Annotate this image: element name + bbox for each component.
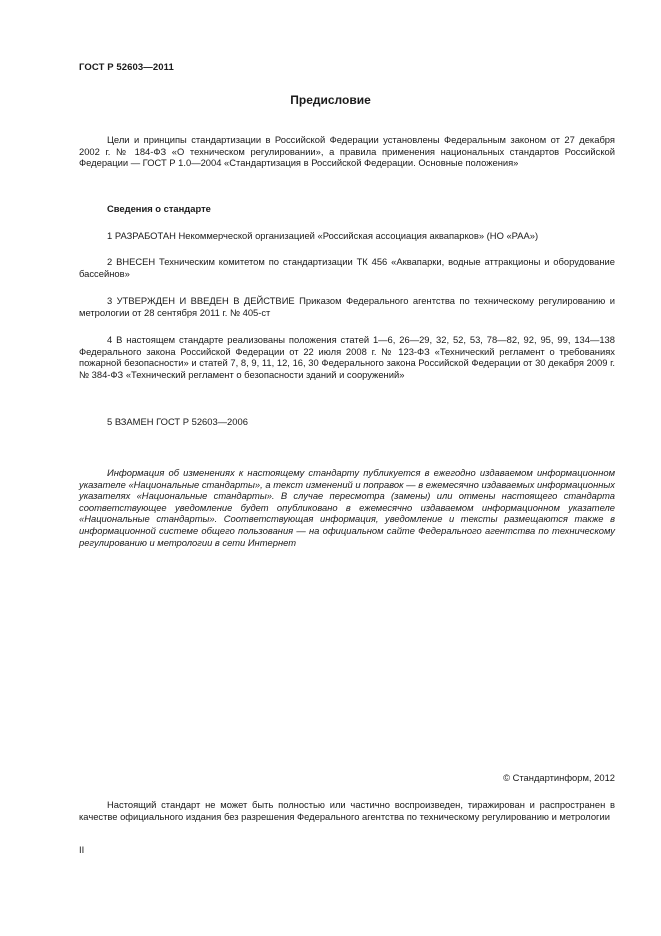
item-text: 3 УТВЕРЖДЕН И ВВЕДЕН В ДЕЙСТВИЕ Приказом Федерального агентства по техническому регулированию и метрологии от 28 сентября 2011 г. № 405-ст [79,295,615,318]
copyright: © Стандартинформ, 2012 [503,772,615,783]
standard-code: ГОСТ Р 52603—2011 [79,62,174,73]
item-text: 1 РАЗРАБОТАН Некоммерческой организацией «Российская ассоциация аквапарков» (НО «РАА») [107,230,539,241]
page-number: II [79,844,85,855]
amendments-text: Информация об изменениях к настоящему стандарту публикуется в ежегодно издаваемом информационном указателе «Национальные стандарты», а текст изменений и поправок — в ежемесячно издаваемых информационных указателях «Национальные стандарты». В случае пересмотра (замены) или отмены настоящего стандарта соответствующее уведомление будет опубликовано в ежемесячно издаваемом информационном указателе «Национальные стандарты». Соответствующая информация, уведомление и тексты размещаются также в информационной системе общего пользования — на официальном сайте Федерального агентства по техническому регулированию и метрологии в сети Интернет [79,467,615,548]
reproduction-notice [79,799,615,822]
page-title: Предисловие [290,93,371,107]
standard-info-item-3 [79,295,615,318]
reproduction-text: Настоящий стандарт не может быть полностью или частично воспроизведен, тиражирован и распространен в качестве официального издания без разрешения Федерального агентства по техническому регулированию и метрологии [79,799,615,822]
standard-info-item-5 [79,416,615,428]
amendments-notice [79,467,615,548]
standard-info-item-1 [79,230,615,242]
intro-text: Цели и принципы стандартизации в Российской Федерации установлены Федеральным законом от 27 декабря 2002 г. № 184-ФЗ «О техническом регулировании», а правила применения национальных стандартов Российской Федерации — ГОСТ Р 1.0—2004 «Стандартизация в Российской Федерации. Основные положения» [79,134,615,169]
standard-info-item-4 [79,334,615,380]
standard-info-item-2 [79,256,615,279]
item-text: 4 В настоящем стандарте реализованы положения статей 1—6, 26—29, 32, 52, 53, 78—82, 92, 95, 99, 134—138 Федерального закона Российской Федерации от 22 июля 2008 г. № 123-ФЗ «Технический регламент о требованиях пожарной безопасности» и статей 7, 8, 9, 11, 12, 16, 30 Федерального закона Российской Федерации от 30 декабря 2009 г. № 384-ФЗ «Технический регламент о безопасности зданий и сооружений» [79,334,615,380]
intro-paragraph [79,134,615,169]
item-text: 2 ВНЕСЕН Техническим комитетом по стандартизации ТК 456 «Аквапарки, водные аттракционы и оборудование бассейнов» [79,256,615,279]
item-text: 5 ВЗАМЕН ГОСТ Р 52603—2006 [107,416,248,427]
standard-info-heading: Сведения о стандарте [107,203,211,214]
